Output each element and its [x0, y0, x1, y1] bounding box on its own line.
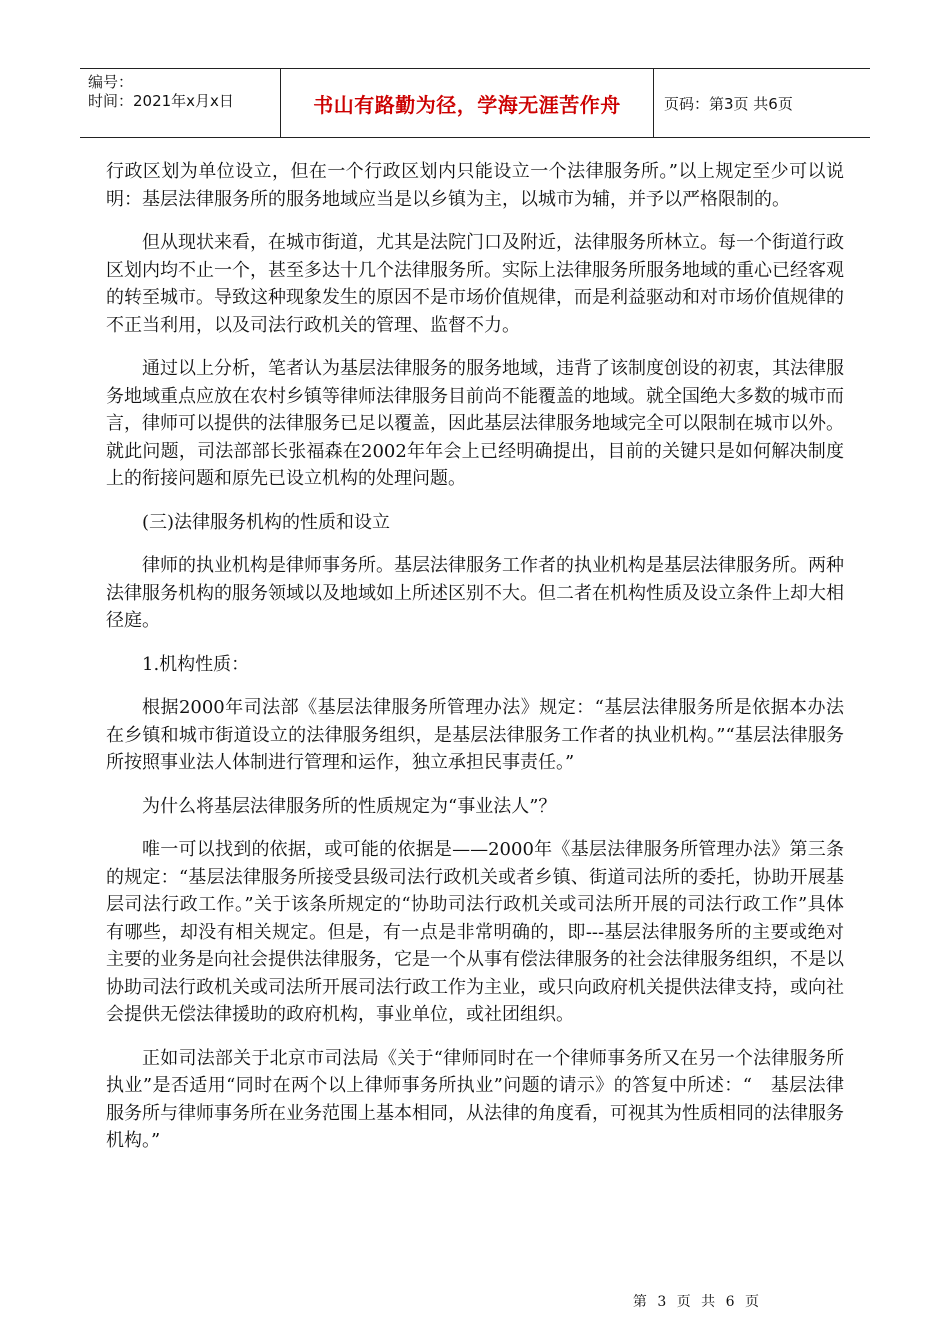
- section-heading: (三)法律服务机构的性质和设立: [142, 511, 391, 533]
- header-page-cell: [654, 69, 870, 137]
- header-table: [80, 68, 870, 138]
- time-label: 时间：2021年x月x日: [88, 92, 234, 110]
- header-motto-cell: [281, 69, 654, 137]
- number-label: 编号：: [88, 73, 134, 91]
- footer-page-number: 第 3 页 共 6 页: [632, 1294, 762, 1310]
- paragraph: 唯一可以找到的依据，或可能的依据是——2000年《基层法律服务所管理办法》第三条的规定：“基层法律服务所接受县级司法行政机关或者乡镇、街道司法所的委托，协助开展基层司法行政工作。”关于该条所规定的“协助司法行政机关或司法所开展的司法行政工作”具体有哪些，却没有相关规定。但是，有一点是非常明确的，即---基层法律服务所的主要或绝对主要的业务是向社会提供法律服务，它是一个从事有偿法律服务的社会法律服务组织，不是以协助司法行政机关或司法所开展司法行政工作为主业，或只向政府机关提供法律支持，或向社会提供无偿法律援助的政府机构，事业单位，或社团组织。: [106, 839, 844, 1025]
- page-code: 页码：第3页 共6页: [664, 94, 793, 113]
- paragraph: 根据2000年司法部《基层法律服务所管理办法》规定：“基层法律服务所是依据本办法在乡镇和城市街道设立的法律服务组织，是基层法律服务工作者的执业机构。”“基层法律服务所按照事业法人体制进行管理和运作，独立承担民事责任。”: [106, 697, 844, 773]
- paragraph: 为什么将基层法律服务所的性质规定为“事业法人”？: [142, 795, 557, 817]
- paragraph: 行政区划为单位设立，但在一个行政区划内只能设立一个法律服务所。”以上规定至少可以说明：基层法律服务所的服务地域应当是以乡镇为主，以城市为辅，并予以严格限制的。: [106, 161, 844, 210]
- paragraph: 律师的执业机构是律师事务所。基层法律服务工作者的执业机构是基层法律服务所。两种法律服务机构的服务领域以及地域如上所述区别不大。但二者在机构性质及设立条件上却大相径庭。: [106, 555, 844, 631]
- paragraph: 但从现状来看，在城市街道，尤其是法院门口及附近，法律服务所林立。每一个街道行政区划内均不止一个，甚至多达十几个法律服务所。实际上法律服务所服务地域的重心已经客观的转至城市。导致这种现象发生的原因不是市场价值规律，而是利益驱动和对市场价值规律的不正当利用，以及司法行政机关的管理、监督不力。: [106, 232, 844, 336]
- header-meta-cell: [80, 69, 281, 137]
- paragraph: 通过以上分析，笔者认为基层法律服务的服务地域，违背了该制度创设的初衷，其法律服务地域重点应放在农村乡镇等律师法律服务目前尚不能覆盖的地域。就全国绝大多数的城市而言，律师可以提供的法律服务已足以覆盖，因此基层法律服务地域完全可以限制在城市以外。就此问题，司法部部长张福森在2002年年会上已经明确提出，目前的关键只是如何解决制度上的衔接问题和原先已设立机构的处理问题。: [106, 358, 844, 489]
- motto-text: 书山有路勤为径，学海无涯苦作舟: [313, 92, 621, 117]
- page-footer: [0, 1291, 950, 1311]
- document-body: [106, 158, 844, 1171]
- paragraph: 正如司法部关于北京市司法局《关于“律师同时在一个律师事务所又在另一个法律服务所执业”是否适用“同时在两个以上律师事务所执业”问题的请示》的答复中所述：“ 基层法律服务所与律师事务所在业务范围上基本相同，从法律的角度看，可视其为性质相同的法律服务机构。”: [106, 1047, 844, 1151]
- subsection-heading: 1.机构性质：: [142, 653, 250, 675]
